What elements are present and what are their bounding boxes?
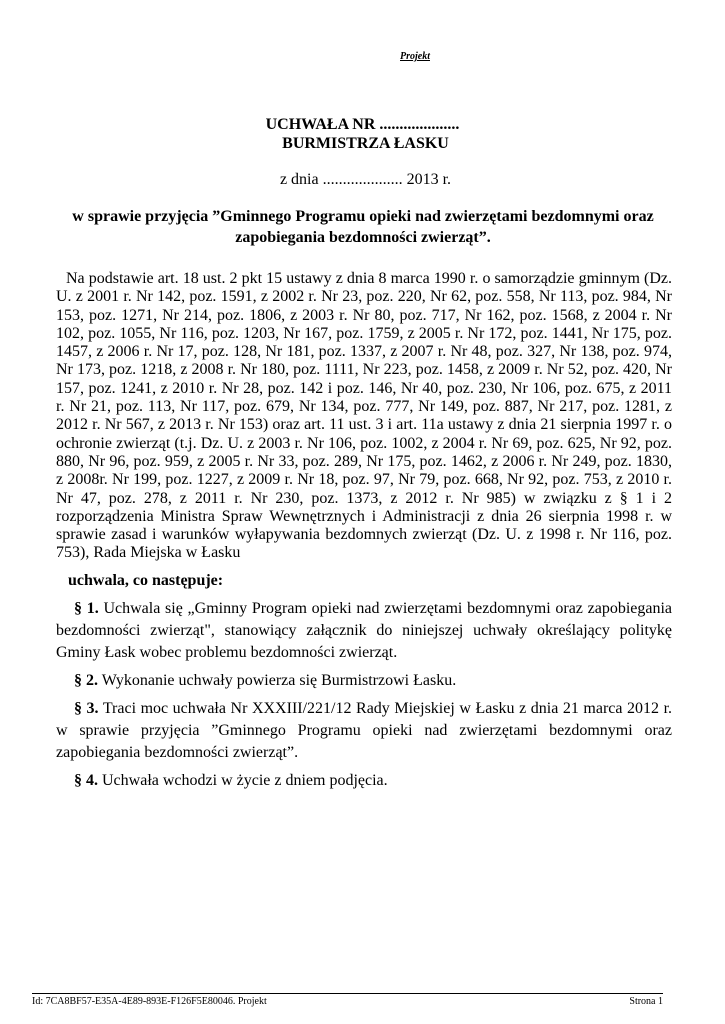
- paragraph-text: Uchwała wchodzi w życie z dniem podjęcia.: [102, 771, 388, 789]
- paragraph-2: [56, 670, 672, 692]
- resolution-number: UCHWAŁA NR ....................: [265, 116, 460, 133]
- paragraph-number: § 3.: [74, 699, 99, 717]
- paragraph-text: Wykonanie uchwały powierza się Burmistrzowi Łasku.: [101, 671, 457, 689]
- page-number: Strona 1: [629, 996, 663, 1007]
- paragraph-number: § 2.: [74, 671, 98, 689]
- legal-basis-preamble: Na podstawie art. 18 ust. 2 pkt 15 ustawy z dnia 8 marca 1990 r. o samorządzie gminnym (Dz. U. z 2001 r. Nr 142, poz. 1591, z 2002 r. Nr 23, poz. 220, Nr 62, poz. 558, Nr 113, poz. 984, Nr 153, poz. 1271, Nr 214, poz. 1806, z 2003 r. Nr 80, poz. 717, Nr 162, poz. 1568, z 2004 r. Nr 102, poz. 1055, Nr 116, poz. 1203, Nr 167, poz. 1759, z 2005 r. Nr 172, poz. 1441, Nr 175, poz. 1457, z 2006 r. Nr 17, poz. 128, Nr 181, poz. 1337, z 2007 r. Nr 48, poz. 327, Nr 138, poz. 974, Nr 173, poz. 1218, z 2008 r. Nr 180, poz. 1111, Nr 223, poz. 1458, z 2009 r. Nr 52, poz. 420, Nr 157, poz. 1241, z 2010 r. Nr 28, poz. 142 i poz. 146, Nr 40, poz. 230, Nr 106, poz. 675, z 2011 r. Nr 21, poz. 113, Nr 117, poz. 679, Nr 134, poz. 777, Nr 149, poz. 887, Nr 217, poz. 1281, z 2012 r. Nr 567, z 2013 r. Nr 153) oraz art. 11 ust. 3 i art. 11a ustawy z dnia 21 sierpnia 1997 r. o ochronie zwierząt (t.j. Dz. U. z 2003 r. Nr 106, poz. 1002, z 2004 r. Nr 69, poz. 625, Nr 92, poz. 880, Nr 96, poz. 959, z 2005 r. Nr 33, poz. 289, Nr 175, poz. 1462, z 2006 r. Nr 249, poz. 1830, z 2008r. Nr 199, poz. 1227, z 2009 r. Nr 18, poz. 97, Nr 79, poz. 668, Nr 92, poz. 753, z 2010 r. Nr 47, poz. 278, z 2011 r. Nr 230, poz. 1373, z 2012 r. Nr 985) w związku z § 1 i 2 rozporządzenia Ministra Spraw Wewnętrznych i Administracji z dnia 26 sierpnia 1998 r. w sprawie zasad i warunków wyłapywania bezdomnych zwierząt (Dz. U. z 1998 r. Nr 116, poz. 753), Rada Miejska w Łasku: [56, 270, 672, 562]
- paragraph-text: Uchwala się „Gminny Program opieki nad zwierzętami bezdomnymi oraz zapobiegania bezdomności zwierząt", stanowiący załącznik do niniejszej uchwały określający politykę Gminy Łask wobec problemu bezdomności zwierząt.: [56, 599, 673, 661]
- footer-divider: [32, 993, 663, 994]
- paragraph-number: § 1.: [74, 599, 99, 617]
- paragraph-3: [56, 698, 672, 764]
- resolution-date: z dnia .................... 2013 r.: [279, 171, 452, 188]
- paragraph-1: [56, 598, 672, 664]
- document-body: [56, 270, 672, 792]
- resolves-heading: uchwala, co następuje:: [68, 571, 224, 589]
- draft-label: Projekt: [400, 51, 430, 62]
- paragraph-4: [56, 770, 672, 792]
- resolution-subject: w sprawie przyjęcia ”Gminnego Programu opieki nad zwierzętami bezdomnymi oraz zapobiegania bezdomności zwierząt”.: [72, 208, 654, 246]
- paragraph-number: § 4.: [74, 771, 98, 789]
- paragraph-text: Traci moc uchwała Nr XXXIII/221/12 Rady Miejskiej w Łasku z dnia 21 marca 2012 r. w sprawie przyjęcia ”Gminnego Programu opieki nad zwierzętami bezdomnymi oraz zapobiegania bezdomności zwierząt”.: [56, 699, 673, 761]
- document-id: Id: 7CA8BF57-E35A-4E89-893E-F126F5E80046. Projekt: [32, 996, 267, 1007]
- issuing-authority: BURMISTRZA ŁASKU: [282, 135, 449, 152]
